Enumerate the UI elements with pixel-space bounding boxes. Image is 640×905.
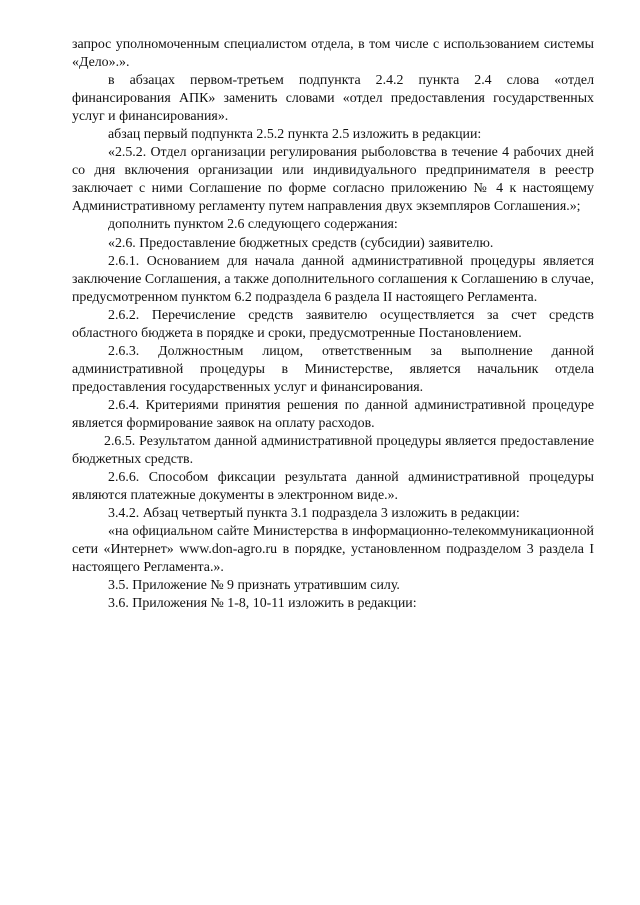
paragraph-2-6-1: 2.6.1. Основанием для начала данной административной процедуры является заключение Соглашения, а также дополнительного соглашения к Соглашению в случае, предусмотренном пунктом 6.2 подраздела 6 раздела II настоящего Регламента. <box>72 253 594 305</box>
paragraph-2-6-heading: «2.6. Предоставление бюджетных средств (субсидии) заявителю. <box>108 235 494 251</box>
paragraph-3-6: 3.6. Приложения № 1-8, 10-11 изложить в редакции: <box>108 596 417 612</box>
paragraph-2-6-2: 2.6.2. Перечисление средств заявителю осуществляется за счет средств областного бюджета в порядке и сроки, предусмотренные Постановлением. <box>72 307 594 341</box>
paragraph-2-6-intro: дополнить пунктом 2.6 следующего содержания: <box>108 217 398 233</box>
paragraph-2-6-5: 2.6.5. Результатом данной административной процедуры является предоставление бюджетных средств. <box>72 434 594 468</box>
paragraph-3-5: 3.5. Приложение № 9 признать утратившим силу. <box>108 578 400 594</box>
paragraph-3-4-2: 3.4.2. Абзац четвертый пункта 3.1 подраздела 3 изложить в редакции: <box>108 506 520 522</box>
paragraph-2-5-2-text: «2.5.2. Отдел организации регулирования рыболовства в течение 4 рабочих дней со дня включения организации или индивидуального предпринимателя в реестр заключает с ними Соглашение по форме согласно приложению № 4 к настоящему Административному регламенту путем направления двух экземпляров Соглашения.»; <box>72 145 594 215</box>
paragraph-2-6-6: 2.6.6. Способом фиксации результата данной административной процедуры являются платежные документы в электронном виде.». <box>72 470 594 504</box>
paragraph-2-4-2-amendment: в абзацах первом-третьем подпункта 2.4.2 пункта 2.4 слова «отдел финансирования АПК» заменить словами «отдел предоставления государственных услуг и финансирования». <box>72 73 594 125</box>
paragraph-continuation: запрос уполномоченным специалистом отдела, в том числе с использованием системы «Дело».». <box>72 37 594 71</box>
paragraph-3-4-2-text: «на официальном сайте Министерства в информационно-телекоммуникационной сети «Интернет» www.don-agro.ru в порядке, установленном подразделом 3 раздела I настоящего Регламента.». <box>72 524 594 576</box>
paragraph-2-6-4: 2.6.4. Критериями принятия решения по данной административной процедуре является формирование заявок на оплату расходов. <box>72 397 594 431</box>
paragraph-2-5-2-intro: абзац первый подпункта 2.5.2 пункта 2.5 изложить в редакции: <box>108 127 482 143</box>
paragraph-2-6-3: 2.6.3. Должностным лицом, ответственным за выполнение данной административной процедуры в Министерстве, является начальник отдела предоставления государственных услуг и финансирования. <box>72 343 594 395</box>
document-page <box>72 36 594 614</box>
